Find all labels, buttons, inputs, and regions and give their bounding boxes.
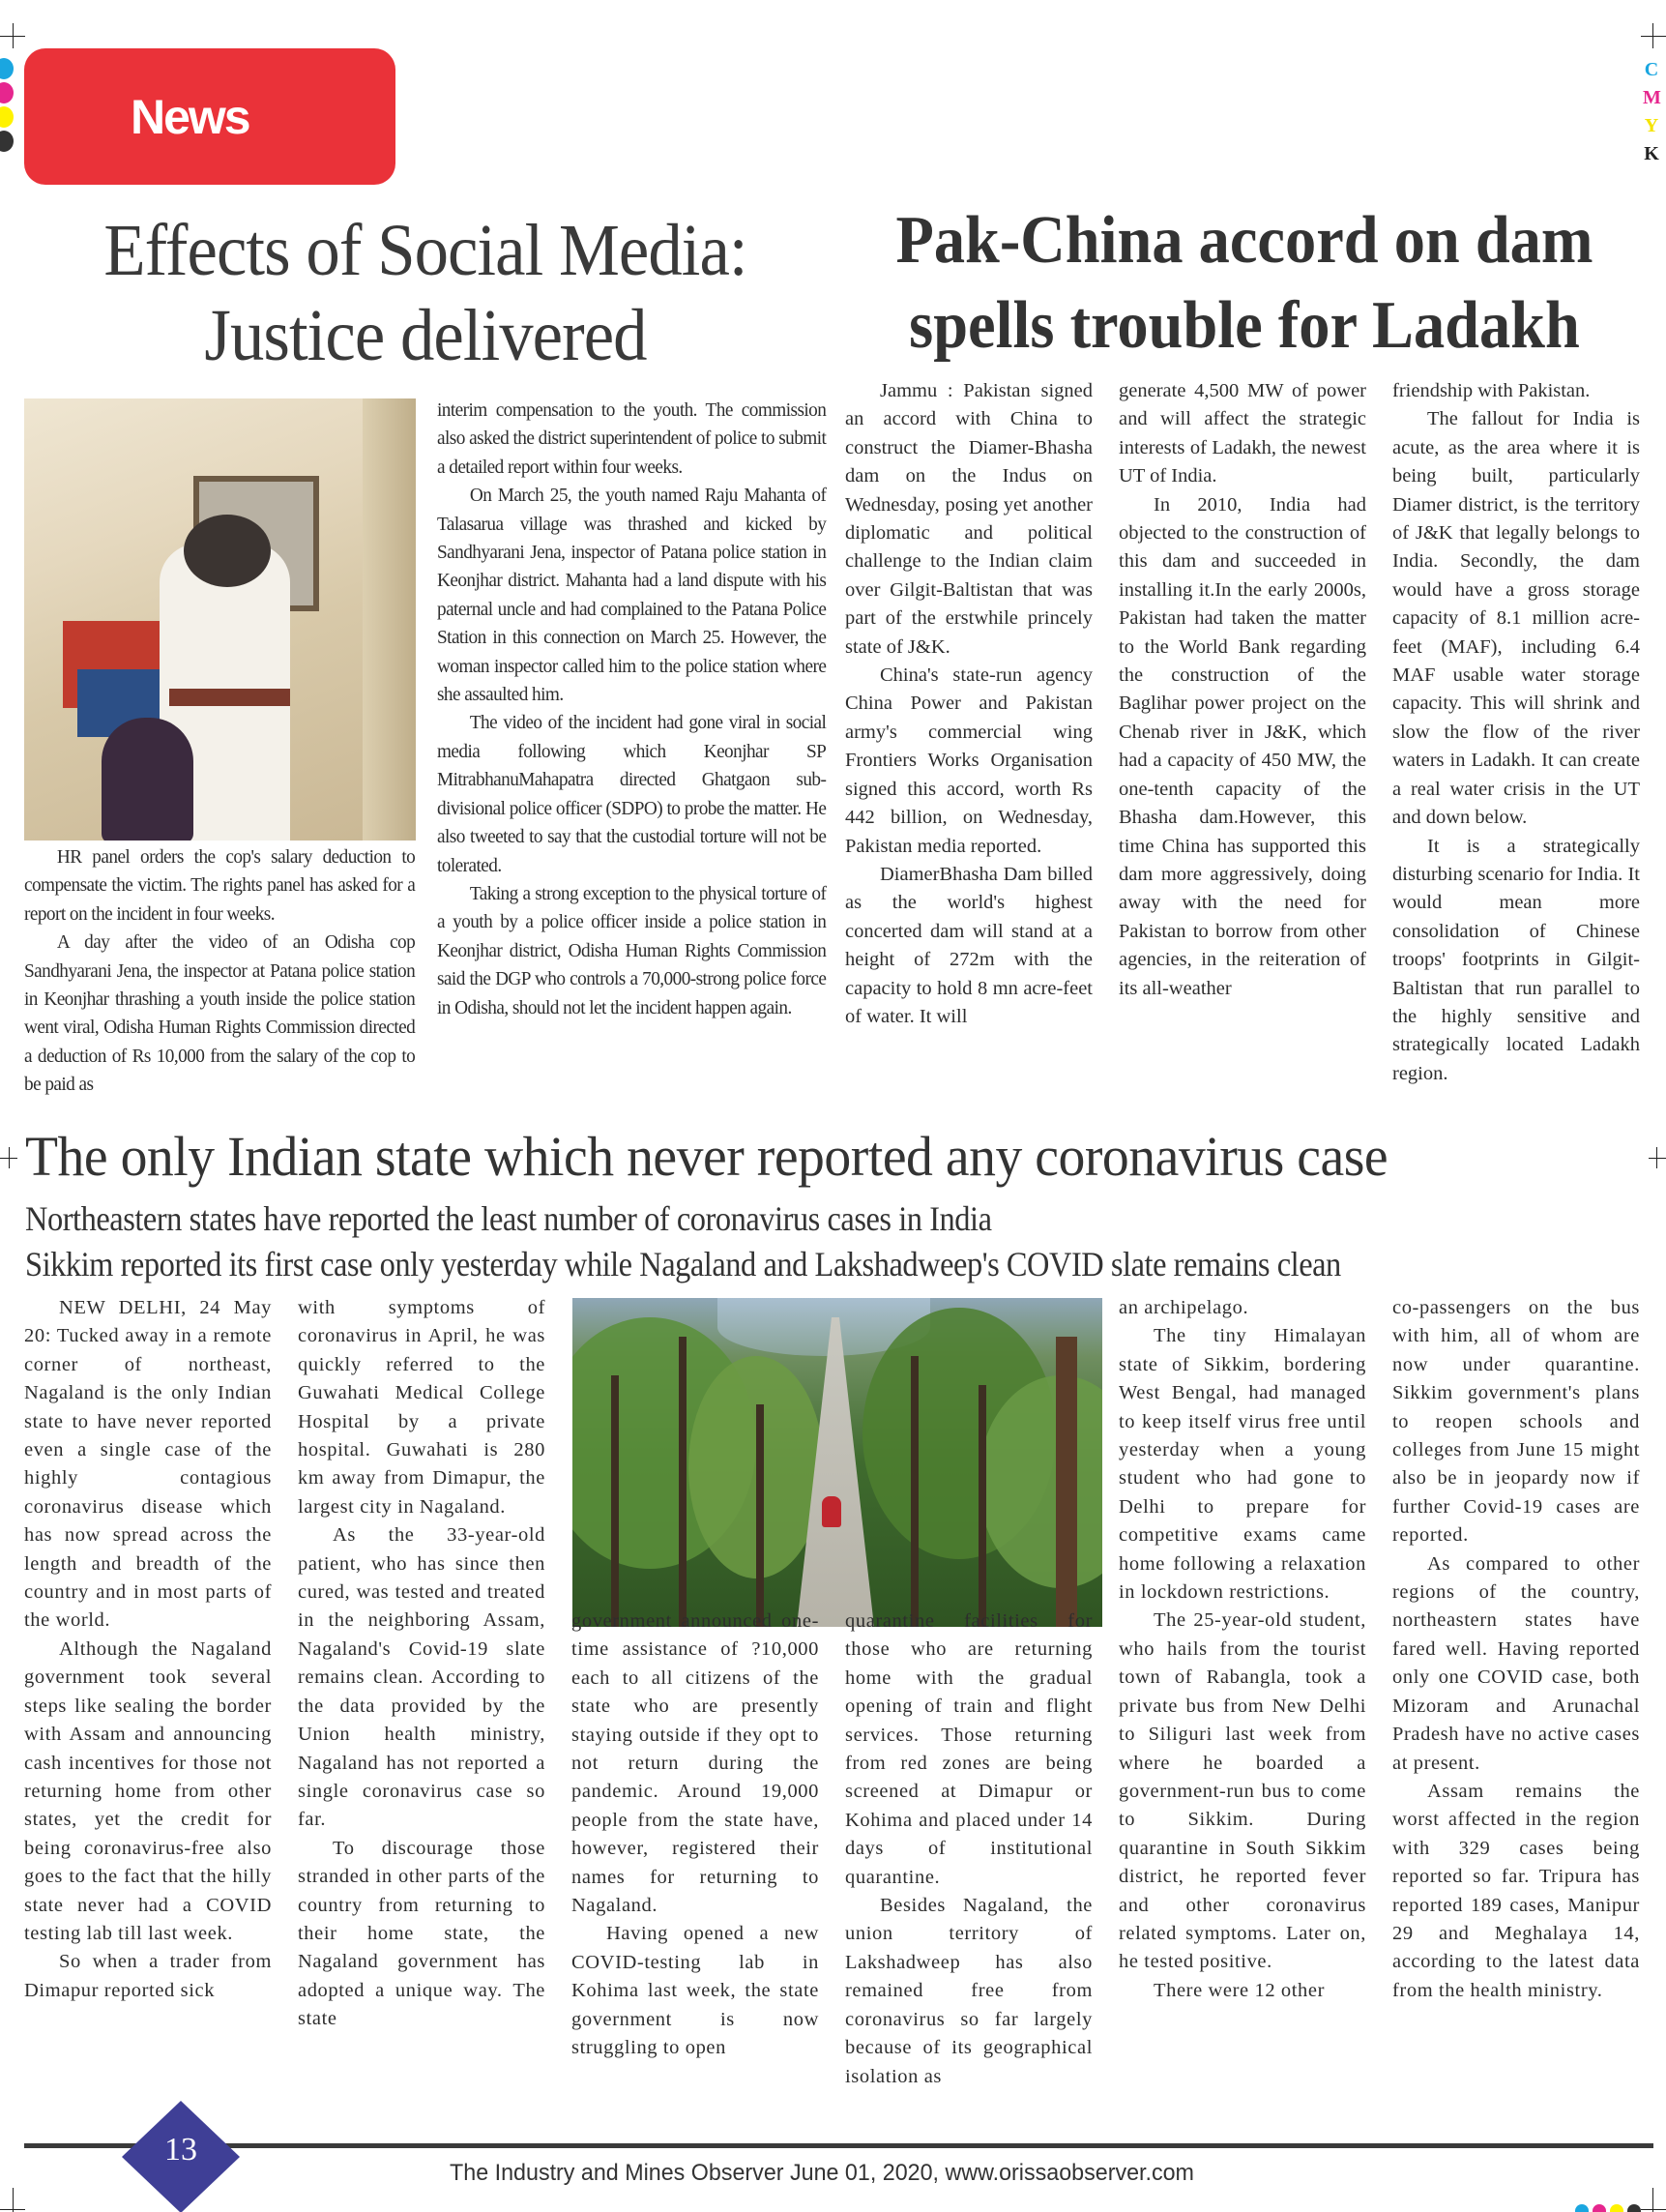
dam-col-1 — [845, 377, 1093, 1031]
paragraph: It is a strategically disturbing scenario for India. It would mean more consolidation of Chinese troops' footprints in Gilgit-Baltistan that run parallel to the highly sensitive and strategically located Ladakh region. — [1392, 835, 1640, 1084]
page-number-badge — [122, 2101, 240, 2212]
paragraph: In 2010, India had objected to the construction of this dam and succeeded in installing it.In the early 2000s, Pakistan had taken the matter to the World Bank regarding the construction of the Baglihar power project on the Chenab river in J&K, which had a capacity of 450 MW, the one-tenth capacity of the Bhasha dam.However, this time China has supported this dam more aggressively, doing away with the need for Pakistan to borrow from other agencies, in the reiteration of its all-weather — [1119, 493, 1366, 999]
paragraph: Besides Nagaland, the union territory of Lakshadweep has also remained free from coronavirus so far largely because of its geographical isolation as — [845, 1895, 1093, 2087]
paragraph: DiamerBhasha Dam billed as the world's highest concerted dam will stand at a height of 272m with the capacity to hold 8 mn acre-feet of water. It will — [845, 863, 1093, 1027]
paragraph: There were 12 other — [1154, 1979, 1326, 2001]
paragraph: China's state-run agency China Power and Pakistan army's commercial wing Frontiers Works Organisation signed this accord, worth Rs 442 billion, on Wednesday, Pakistan media reported. — [845, 664, 1093, 857]
paragraph: quarantine facilities for those who are returning home with the gradual opening of train and flight services. Those returning from red zones are being screened at Dimapur or Kohima and placed under 14 days of institutional quarantine. — [845, 1610, 1093, 1888]
cmyk-c: C — [1644, 59, 1659, 80]
crop-mark — [1641, 2209, 1666, 2210]
paragraph: On March 25, the youth named Raju Mahanta of Talasarua village was thrashed and kicked by Sandhyarani Jena, inspector of Patana police station in Keonjhar district. Mahanta had a land dispute with his paternal uncle and had complained to the Patana Police Station in this connection on March 25. However, the woman inspector called him to the police station where she assaulted him. — [437, 485, 827, 706]
publication-line: The Industry and Mines Observer June 01, 2020, www.orissaobserver.com — [450, 2160, 1194, 2186]
paragraph: with symptoms of coronavirus in April, he was quickly referred to the Guwahati Medical College Hospital by a private hospital. Guwahati is 280 km away from Dimapur, the largest city in Nagaland. — [298, 1297, 545, 1518]
paragraph: Jammu : Pakistan signed an accord with China to construct the Diamer-Bhasha dam on the Indus on Wednesday, posing yet another diplomatic and political challenge to the Indian claim over Gilgit-Baltistan that was part of the erstwhile princely state of J&K. — [845, 380, 1093, 658]
paragraph: government announced one-time assistance of ?10,000 each to all citizens of the state who are presently staying outside if they opt to not return during the pandemic. Around 19,000 people from the state have, however, registered their names for returning to Nagaland. — [571, 1610, 819, 1917]
dam-col-3 — [1392, 377, 1640, 1088]
crop-mark — [13, 2188, 14, 2212]
police-photo — [24, 398, 416, 841]
paragraph: HR panel orders the cop's salary deduction to compensate the victim. The rights panel has asked for a report on the incident in four weeks. — [24, 846, 416, 925]
section-badge — [24, 48, 395, 185]
paragraph: Taking a strong exception to the physical torture of a youth by a police officer inside a police station in Keonjhar district, Odisha Human Rights Commission said the DGP who controls a 70,000-strong police force in Odisha, should not let the incident happen again. — [437, 882, 827, 1018]
paragraph: The 25-year-old student, who hails from the tourist town of Rabangla, took a private bus from New Delhi to Siliguri last week from where he boarded a government-run bus to come to Sikkim. During quarantine in South Sikkim district, he reported fever and other coronavirus related symptoms. Later on, he tested positive. — [1119, 1609, 1366, 1973]
paragraph: A day after the video of an Odisha cop Sandhyarani Jena, the inspector at Patana police station in Keonjhar thrashing a youth inside the police station went viral, Odisha Human Rights Commission directed a deduction of Rs 10,000 from the salary of the cop to be paid as — [24, 931, 416, 1096]
paragraph: As compared to other regions of the country, northeastern states have fared well. Having reported only one COVID case, both Mizoram and Arunachal Pradesh have no active cases at present. — [1392, 1552, 1640, 1774]
crop-mark — [1641, 36, 1666, 37]
cmyk-k: K — [1644, 143, 1659, 164]
paragraph: generate 4,500 MW of power and will affect the strategic interests of Ladakh, the newest UT of India. — [1119, 380, 1366, 487]
footer-rule — [24, 2143, 1653, 2148]
magenta-dot — [0, 82, 14, 103]
paragraph: interim compensation to the youth. The commission also asked the district superintendent of police to submit a detailed report within four weeks. — [437, 399, 827, 478]
paragraph: Assam remains the worst affected in the region with 329 cases being reported so far. Tripura has reported 189 cases, Manipur 29 and Meghalaya 14, according to the latest data from the health ministry. — [1392, 1780, 1640, 2001]
covid-headline: The only Indian state which never reported any coronavirus case — [25, 1125, 1388, 1188]
paragraph: The video of the incident had gone viral in social media following which Keonjhar SP MitrabhanuMahapatra directed Ghatgaon sub-divisional police officer (SDPO) to probe the matter. He also tweeted to say that the custodial torture will not be tolerated. — [437, 712, 827, 876]
paragraph: co-passengers on the bus with him, all of whom are now under quarantine. Sikkim government's plans to reopen schools and colleges from June 15 might also be in jeopardy now if further Covid-19 cases are reported. — [1392, 1297, 1640, 1547]
headline-line: Justice delivered — [204, 295, 647, 376]
crop-mark — [1649, 1158, 1666, 1159]
paragraph: Having opened a new COVID-testing lab in Kohima last week, the state government is now struggling to open — [571, 1923, 819, 2059]
page-number: 13 — [164, 2132, 197, 2168]
paragraph: an archipelago. — [1119, 1297, 1249, 1318]
section-badge-label: News — [131, 90, 249, 144]
yellow-dot — [0, 106, 14, 128]
black-dot — [0, 131, 14, 152]
social-media-col-2 — [437, 397, 826, 1022]
headline-line: spells trouble for Ladakh — [909, 288, 1580, 363]
paragraph: Although the Nagaland government took several steps like sealing the border with Assam and announcing cash incentives for those not returning home from other states, yet the credit for being coronavirus-free also goes to the fact that the hilly state never had a COVID testing lab till last week. — [24, 1637, 272, 1944]
registration-dots-bottom — [1575, 2204, 1641, 2212]
paragraph: The fallout for India is acute, as the area where it is being built, particularly Diamer district, is the territory of J&K that legally belongs to India. Secondly, the dam would have a gross storage capacity of 8.1 million acre-feet (MAF), including 6.4 MAF usable water storage capacity. This will shrink and slow the flow of the river waters in Ladakh. It can create a real water crisis in the UT and down below. — [1392, 408, 1640, 829]
covid-subhead-1: Northeastern states have reported the least number of coronavirus cases in India — [25, 1199, 992, 1238]
covid-col-5 — [1119, 1294, 1366, 2005]
social-media-headline — [47, 208, 803, 378]
covid-col-4 — [845, 1607, 1093, 2091]
covid-col-2 — [298, 1294, 545, 2034]
headline-line: Effects of Social Media: — [103, 210, 747, 291]
cmyk-letters — [1643, 56, 1660, 168]
covid-col-6 — [1392, 1294, 1640, 2005]
paragraph: So when a trader from Dimapur reported sick — [24, 1951, 272, 2001]
cyan-dot — [0, 58, 14, 79]
dam-col-2 — [1119, 377, 1366, 1003]
crop-mark — [1652, 2188, 1653, 2212]
crop-mark — [1656, 1147, 1657, 1168]
paragraph: NEW DELHI, 24 May 20: Tucked away in a remote corner of northeast, Nagaland is the only Indian state to have never reported even a single case of the highly contagious coronavirus disease which has now spread across the length and breadth of the country and in most parts of the world. — [24, 1297, 272, 1632]
paragraph: The tiny Himalayan state of Sikkim, bordering West Bengal, had managed to keep itself virus free until yesterday when a young student who had gone to Delhi to prepare for competitive exams came home following a relaxation in lockdown restrictions. — [1119, 1325, 1366, 1604]
paragraph: To discourage those stranded in other parts of the country from returning to their home state, the Nagaland government has adopted a unique way. The state — [298, 1837, 545, 2030]
social-media-col-1 — [24, 843, 415, 1100]
crop-mark — [1652, 23, 1653, 48]
covid-subhead-2: Sikkim reported its first case only yesterday while Nagaland and Lakshadweep's COVID slate remains clean — [25, 1245, 1341, 1283]
covid-col-1 — [24, 1294, 272, 2005]
paragraph: As the 33-year-old patient, who has since then cured, was tested and treated in the neighboring Assam, Nagaland's Covid-19 slate remains clean. According to the data provided by the Union health ministry, Nagaland has not reported a single coronavirus case so far. — [298, 1524, 545, 1831]
crop-mark — [13, 23, 14, 48]
registration-dots — [0, 58, 14, 155]
nagaland-path-photo — [572, 1298, 1102, 1627]
cmyk-m: M — [1643, 87, 1661, 108]
dam-headline — [872, 198, 1618, 369]
paragraph: friendship with Pakistan. — [1392, 380, 1591, 401]
headline-line: Pak-China accord on dam — [895, 203, 1593, 278]
cmyk-y: Y — [1644, 115, 1659, 136]
covid-col-3 — [571, 1607, 819, 2063]
crop-mark — [9, 1147, 10, 1168]
